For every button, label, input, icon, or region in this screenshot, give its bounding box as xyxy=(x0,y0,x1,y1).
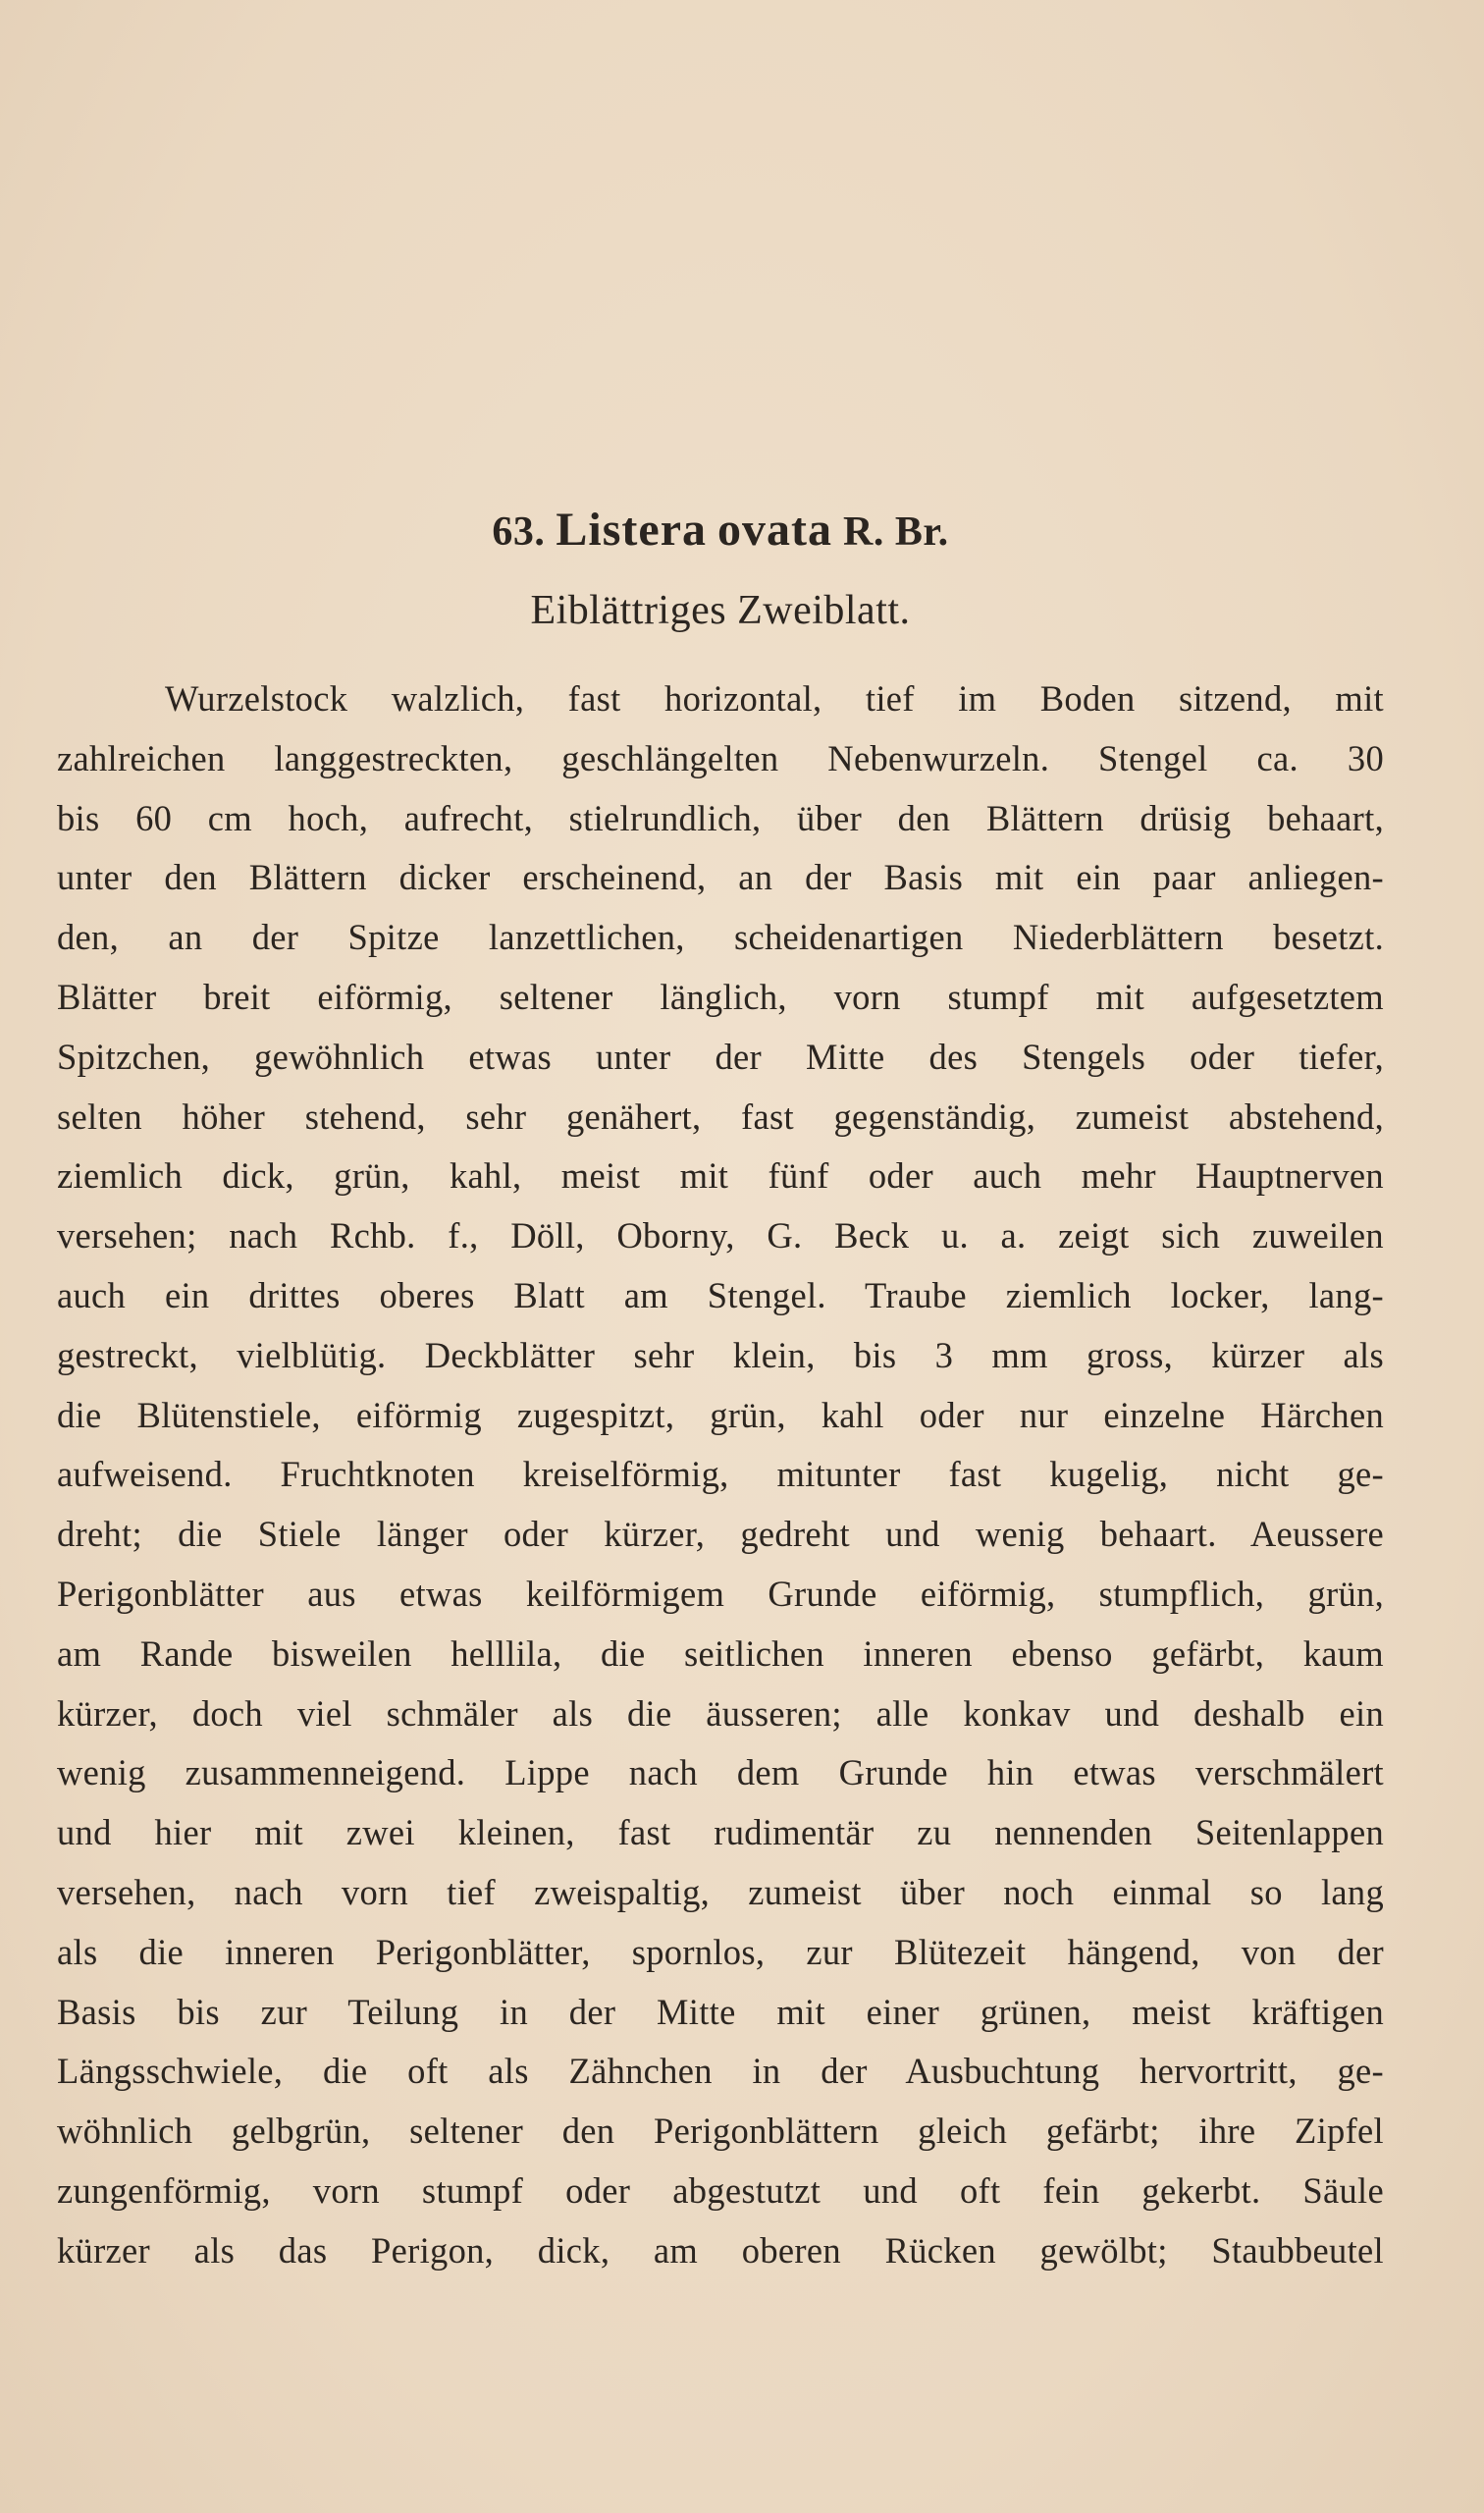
text-line: zungenförmig, vorn stumpf oder abgestutzt und oft fein gekerbt. Säule xyxy=(57,2169,1384,2211)
text-line: und hier mit zwei kleinen, fast rudimentär zu nennenden Seitenlappen xyxy=(57,1812,1384,1853)
text-line: Blätter breit eiförmig, seltener länglich, vorn stumpf mit aufgesetztem xyxy=(57,976,1384,1017)
text-line: Basis bis zur Teilung in der Mitte mit einer grünen, meist kräftigen xyxy=(57,1991,1384,2032)
text-line: kürzer, doch viel schmäler als die äusseren; alle konkav und deshalb ein xyxy=(57,1692,1384,1734)
text-line: gestreckt, vielblütig. Deckblätter sehr klein, bis 3 mm gross, kürzer als xyxy=(57,1334,1384,1375)
text-line: Perigonblätter aus etwas keilförmigem Grunde eiförmig, stumpflich, grün, xyxy=(57,1573,1384,1614)
text-line: auch ein drittes oberes Blatt am Stengel. Traube ziemlich locker, lang- xyxy=(57,1274,1384,1315)
genus-name: Listera xyxy=(556,504,707,556)
text-line: aufweisend. Fruchtknoten kreiselförmig, mitunter fast kugelig, nicht ge- xyxy=(57,1454,1384,1495)
text-line: Spitzchen, gewöhnlich etwas unter der Mitte des Stengels oder tiefer, xyxy=(57,1036,1384,1077)
species-author: R. Br. xyxy=(842,509,949,555)
text-line: als die inneren Perigonblätter, spornlos, zur Blütezeit hängend, von der xyxy=(57,1931,1384,1972)
text-line: dreht; die Stiele länger oder kürzer, gedreht und wenig behaart. Aeussere xyxy=(57,1514,1384,1555)
species-heading xyxy=(57,501,1384,561)
text-line: ziemlich dick, grün, kahl, meist mit fünf oder auch mehr Hauptnerven xyxy=(57,1155,1384,1197)
text-line: wöhnlich gelbgrün, seltener den Perigonblättern gleich gefärbt; ihre Zipfel xyxy=(57,2111,1384,2152)
text-line: kürzer als das Perigon, dick, am oberen Rücken gewölbt; Staubbeutel xyxy=(57,2229,1384,2271)
species-epithet: ovata xyxy=(717,504,832,556)
page-content xyxy=(57,501,1384,2281)
common-name: Eiblättriges Zweiblatt. xyxy=(530,588,911,633)
text-line: die Blütenstiele, eiförmig zugespitzt, grün, kahl oder nur einzelne Härchen xyxy=(57,1394,1384,1435)
description-text xyxy=(57,669,1384,2281)
text-line: bis 60 cm hoch, aufrecht, stielrundlich, über den Blättern drüsig behaart, xyxy=(57,797,1384,838)
text-line: den, an der Spitze lanzettlichen, scheidenartigen Niederblättern besetzt. xyxy=(57,917,1384,958)
text-line: versehen, nach vorn tief zweispaltig, zumeist über noch einmal so lang xyxy=(57,1871,1384,1912)
text-line: selten höher stehend, sehr genähert, fast gegenständig, zumeist abstehend, xyxy=(57,1096,1384,1137)
text-line: unter den Blättern dicker erscheinend, an der Basis mit ein paar anliegen- xyxy=(57,857,1384,898)
text-line: Längsschwiele, die oft als Zähnchen in der Ausbuchtung hervortritt, ge- xyxy=(57,2051,1384,2092)
text-line: Wurzelstock walzlich, fast horizontal, tief im Boden sitzend, mit xyxy=(165,678,1384,719)
text-line: zahlreichen langgestreckten, geschlängelten Nebenwurzeln. Stengel ca. 30 xyxy=(57,737,1384,778)
text-line: wenig zusammenneigend. Lippe nach dem Grunde hin etwas verschmälert xyxy=(57,1752,1384,1793)
species-number: 63. xyxy=(492,509,546,555)
text-line: versehen; nach Rchb. f., Döll, Oborny, G. Beck u. a. zeigt sich zuweilen xyxy=(57,1215,1384,1256)
text-line: am Rande bisweilen helllila, die seitlichen inneren ebenso gefärbt, kaum xyxy=(57,1632,1384,1674)
